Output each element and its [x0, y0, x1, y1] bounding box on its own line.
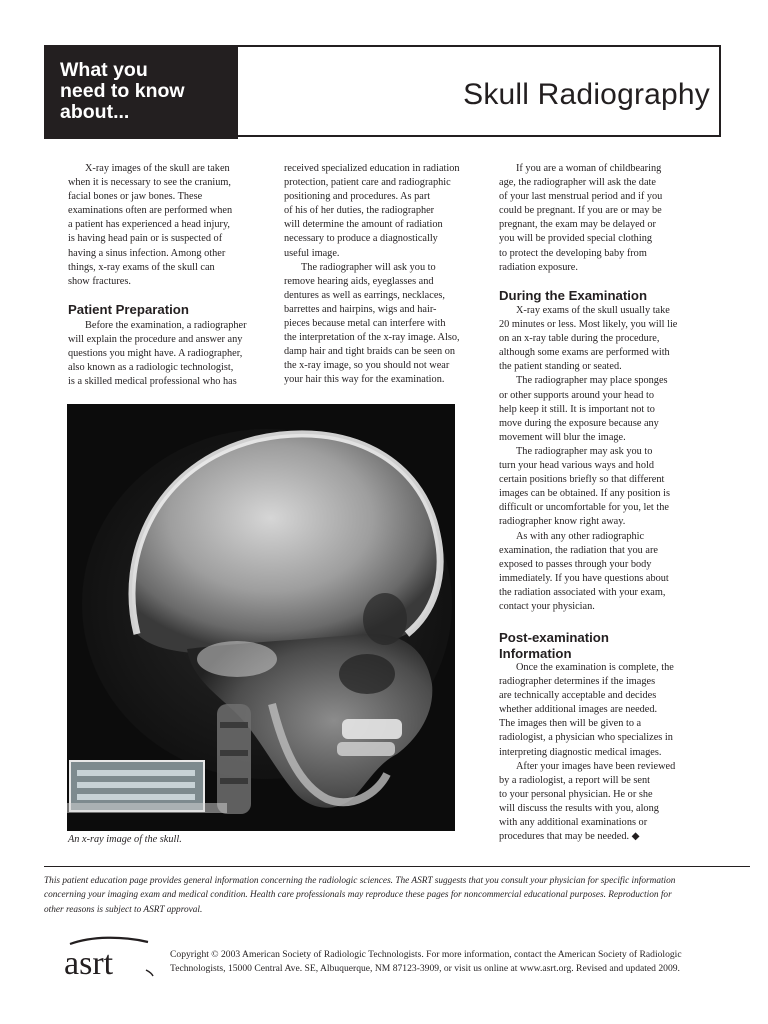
asrt-logo — [62, 934, 154, 980]
text-line: pieces because metal can interfere with — [284, 318, 446, 330]
col3-post — [499, 661, 709, 844]
text-line: to protect the developing baby from — [499, 247, 647, 259]
text-line: to your personal physician. He or she — [499, 788, 653, 800]
text-line: things, x-ray exams of the skull can — [68, 261, 215, 273]
disclaimer-line: This patient education page provides general information concerning the radiologic sciences. The ASRT suggests that you consult your physician for specific information — [44, 876, 676, 886]
disclaimer-line: concerning your imaging exam and medical condition. Health care professionals may reproduce these pages for noncommercial educational purposes. Reproduction for — [44, 890, 672, 901]
text-line: radiologist, a physician who specializes in — [499, 732, 673, 744]
text-line: X-ray images of the skull are taken — [85, 163, 230, 174]
text-line: movement will blur the image. — [499, 431, 626, 443]
text-line: The radiographer will ask you to — [301, 261, 436, 273]
col1-intro — [68, 162, 268, 289]
text-line: age, the radiographer will ask the date — [499, 177, 656, 189]
text-line: pregnant, the exam may be delayed or — [499, 219, 656, 231]
text-line: radiographer know right away. — [499, 516, 626, 528]
text-line: necessary to produce a diagnostically — [284, 233, 438, 245]
text-line: whether additional images are needed. — [499, 704, 658, 716]
text-line: remove hearing aids, eyeglasses and — [284, 275, 434, 287]
text-line: also known as a radiologic technologist, — [68, 362, 234, 374]
text-line: questions you might have. A radiographer, — [68, 348, 243, 360]
text-line: show fractures. — [68, 275, 131, 287]
header-tab-text — [60, 60, 230, 123]
logo-wordmark: asrt — [64, 945, 114, 980]
text-line: a patient has experienced a head injury, — [68, 219, 231, 231]
disclaimer-line: other reasons is subject to ASRT approval. — [44, 904, 203, 915]
text-line: protection, patient care and radiographic — [284, 177, 451, 189]
text-line: As with any other radiographic — [516, 530, 645, 542]
text-line: certain positions briefly so that different — [499, 474, 665, 486]
col1-prep — [68, 319, 268, 389]
text-line: The radiographer may ask you to — [516, 445, 653, 457]
text-line: received specialized education in radiation — [284, 163, 460, 174]
text-line: immediately. If you have questions about — [499, 572, 669, 584]
text-line: are technically acceptable and decides — [499, 690, 657, 702]
heading-during-examination: During the Examination — [499, 288, 648, 303]
text-line: examination, the radiation that you are — [499, 544, 658, 556]
text-line: with any additional examinations or — [499, 817, 648, 829]
text-line: interpreting diagnostic medical images. — [499, 746, 662, 758]
text-line: 20 minutes or less. Most likely, you will lie — [499, 319, 678, 331]
disclaimer — [44, 874, 734, 917]
text-line: turn your head various ways and hold — [499, 460, 654, 472]
text-line: exposed to passes through your body — [499, 558, 652, 570]
text-line: when it is necessary to see the cranium, — [68, 177, 231, 189]
text-line: Before the examination, a radiographer — [85, 320, 247, 331]
text-line: positioning and procedures. As part — [284, 191, 431, 203]
header-tab-line: about... — [60, 101, 130, 123]
text-line: will discuss the results with you, along — [499, 802, 659, 814]
copyright-line: Copyright © 2003 American Society of Radiologic Technologists. For more information, contact the American Society of Radiologic — [170, 949, 682, 960]
text-line: the patient standing or seated. — [499, 361, 622, 373]
text-line: facial bones or jaw bones. These — [68, 191, 203, 203]
figure-caption: An x-ray image of the skull. — [68, 834, 182, 845]
text-line: is a skilled medical professional who has — [68, 376, 237, 388]
col3-intro — [499, 162, 709, 275]
text-line: dentures as well as earrings, necklaces, — [284, 289, 445, 301]
copyright-line: Technologists, 15000 Central Ave. SE, Albuquerque, NM 87123-3909, or visit us online at www.asrt.org. Revised and updated 2009. — [170, 963, 680, 975]
col2-text — [284, 162, 484, 388]
text-line: radiographer determines if the images — [499, 676, 656, 688]
text-line: damp hair and tight braids can be seen on — [284, 346, 455, 358]
text-line: images can be obtained. If any position is — [499, 488, 670, 500]
text-line: the x-ray image, so you should not wear — [284, 360, 450, 372]
heading-line: Post-examination — [499, 630, 609, 645]
header-tab-line: What you — [60, 59, 148, 81]
heading-patient-preparation: Patient Preparation — [68, 302, 189, 317]
footer-divider — [44, 866, 750, 867]
text-line: examinations often are performed when — [68, 205, 233, 217]
text-line: Once the examination is complete, the — [516, 662, 674, 673]
text-line: difficult or uncomfortable for you, let the — [499, 502, 669, 514]
text-line: If you are a woman of childbearing — [516, 163, 662, 174]
skull-xray-graphic — [67, 404, 455, 831]
text-line: contact your physician. — [499, 600, 595, 612]
text-line: or other supports around your head to — [499, 389, 654, 401]
text-line: procedures that may be needed. ◆ — [499, 831, 640, 843]
skull-xray-image — [67, 404, 455, 831]
text-line: of your last menstrual period and if you — [499, 191, 663, 203]
text-line: is having head pain or is suspected of — [68, 233, 223, 245]
text-line: having a sinus infection. Among other — [68, 247, 226, 259]
text-line: although some exams are performed with — [499, 347, 670, 359]
text-line: by a radiologist, a report will be sent — [499, 774, 650, 786]
text-line: help keep it still. It is important not to — [499, 403, 655, 415]
text-line: radiation exposure. — [499, 261, 578, 273]
text-line: barrettes and hairpins, wigs and hair- — [284, 303, 437, 315]
text-line: your hair this way for the examination. — [284, 374, 445, 386]
text-line: X-ray exams of the skull usually take — [516, 305, 670, 316]
text-line: the interpretation of the x-ray image. Also, — [284, 332, 460, 344]
text-line: on an x-ray table during the procedure, — [499, 333, 660, 345]
text-line: of his of her duties, the radiographer — [284, 205, 435, 217]
heading-post-examination — [499, 630, 609, 661]
text-line: could be pregnant. If you are or may be — [499, 205, 662, 217]
header-tab-line: need to know — [60, 80, 185, 102]
text-line: the radiation associated with your exam, — [499, 586, 666, 598]
text-line: will determine the amount of radiation — [284, 219, 443, 231]
copyright — [170, 948, 730, 976]
heading-line: Information — [499, 645, 572, 661]
page-title: Skull Radiography — [463, 78, 710, 111]
text-line: The radiographer may place sponges — [516, 375, 668, 387]
text-line: After your images have been reviewed — [516, 760, 676, 772]
text-line: move during the exposure because any — [499, 417, 659, 429]
text-line: useful image. — [284, 247, 340, 259]
text-line: you will be provided special clothing — [499, 233, 652, 245]
text-line: The images then will be given to a — [499, 718, 642, 730]
col3-during — [499, 304, 709, 614]
text-line: will explain the procedure and answer any — [68, 334, 243, 346]
